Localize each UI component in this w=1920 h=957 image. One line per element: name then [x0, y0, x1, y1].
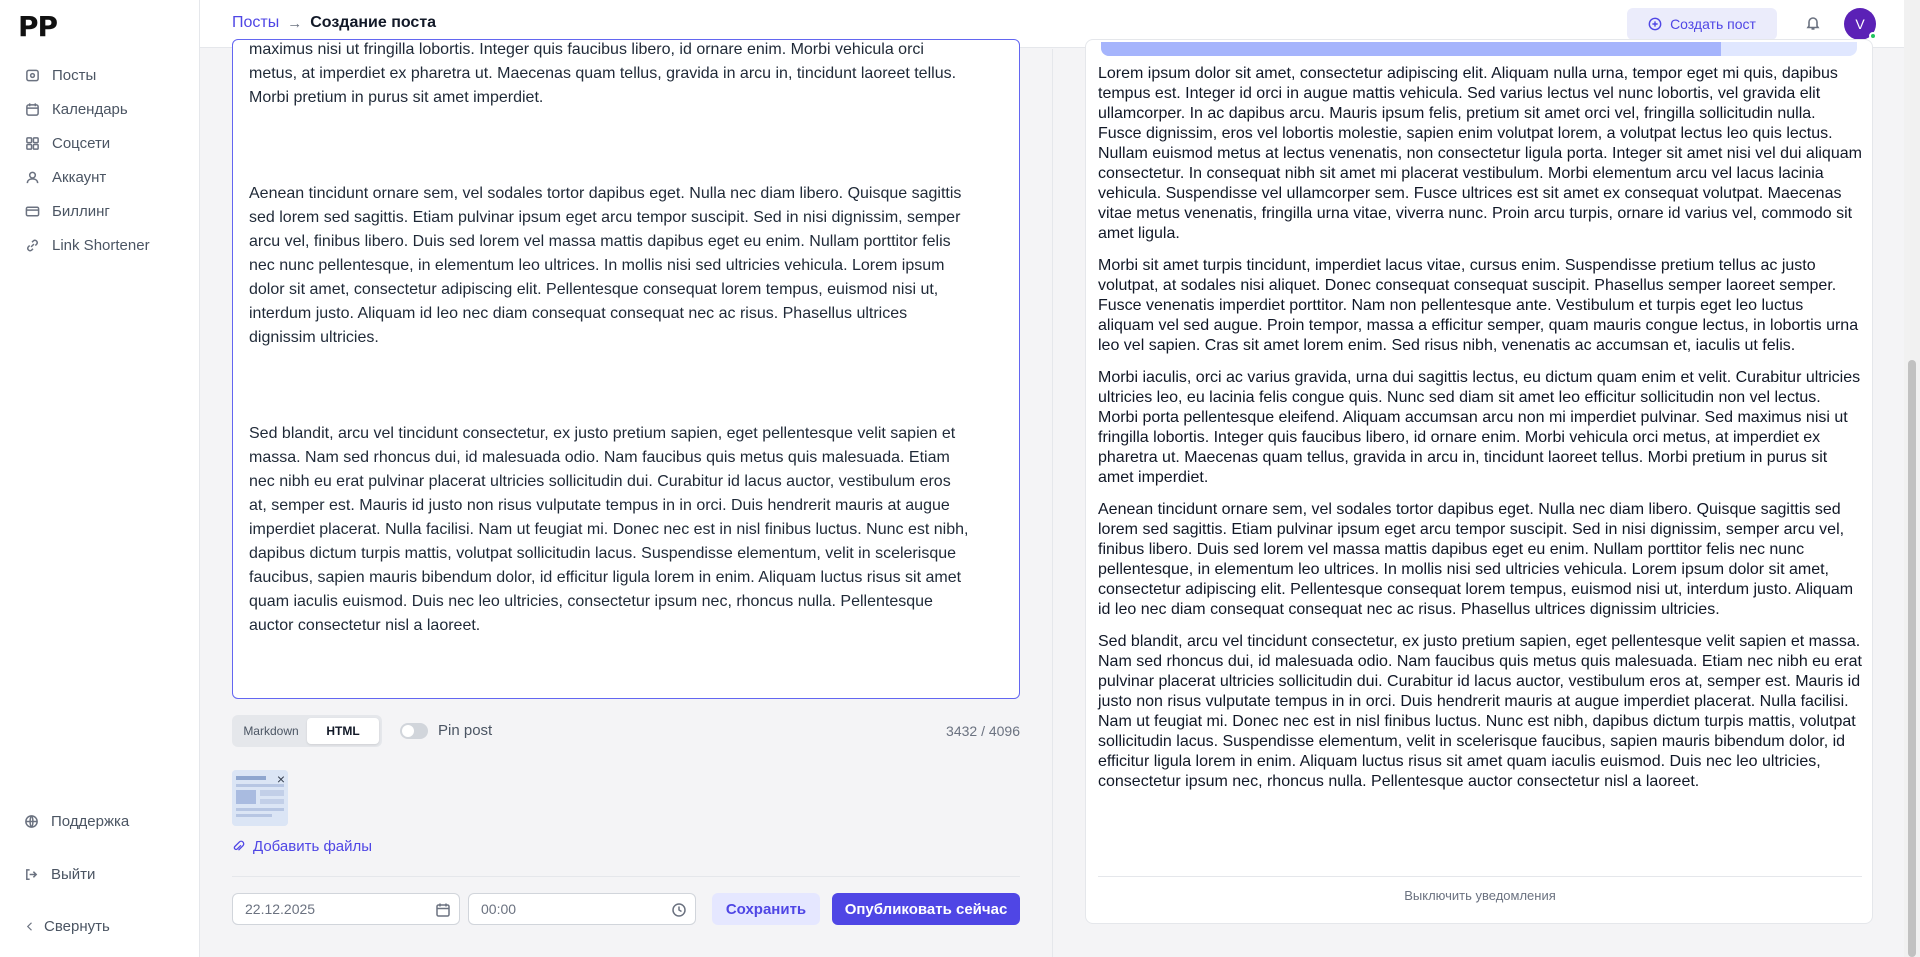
- preview-paragraph: Morbi iaculis, orci ac varius gravida, urna dui sagittis lectus, eu dictum quam enim et velit. Curabitur ultricies ultricies leo, eu lacinia felis congue quis. Nunc sed diam sit amet leo efficitur sollicitudin non vel lectus. Morbi porta pellentesque eleifend. Aliquam accumsan arcu non mi imperdiet pulvinar. Sed maximus nisi ut fringilla lobortis. Integer quis faucibus libero, id ornare enim. Morbi vehicula orci metus, at imperdiet ex pharetra ut. Maecenas quam tellus, gravida in arcu in, tincidunt laoreet tellus. Morbi pretium in purus sit amet imperdiet.: [1098, 369, 1861, 486]
- time-field[interactable]: [468, 893, 696, 925]
- sidebar-item-label: Биллинг: [52, 202, 110, 220]
- character-counter: 3432 / 4096: [946, 723, 1020, 739]
- pin-switch[interactable]: [400, 723, 428, 739]
- post-content-textarea[interactable]: [232, 39, 1020, 699]
- page-scrollbar[interactable]: [1904, 0, 1920, 957]
- breadcrumb-posts-link[interactable]: Посты: [232, 14, 280, 31]
- sidebar: [0, 0, 200, 957]
- calendar-picker-icon[interactable]: [435, 902, 451, 918]
- preview-paragraph: Sed blandit, arcu vel tincidunt consectetur, ex justo pretium sapien, eget pellentesque velit sapien et massa. Nam sed rhoncus dui, id malesuada odio. Nam faucibus quis metus quis malesuada. Etiam nec nibh eu erat pulvinar placerat ultricies sollicitudin dui. Curabitur id lacus auctor, vestibulum eros at, semper est. Mauris id justo non risus vulputate tempus in in orci. Duis hendrerit mauris at augue imperdiet placerat. Nulla facilisi. Nam ut feugiat mi. Donec nec est in nisl finibus luctus. Nunc est nibh, dapibus dictum turpis mattis, volutpat sollicitudin lacus. Suspendisse elementum, velit in scelerisque faucibus, sapien mauris bibendum dolor, id efficitur ligula lorem in enim. Aliquam luctus risus sit amet quam iaculis euismod. Duis nec leo ultricies, consectetur ipsum nec, rhoncus nulla. Pellentesque auctor consectetur nisl a laoreet.: [1098, 633, 1862, 790]
- online-status-dot: [1869, 32, 1877, 40]
- date-value: 22.12.2025: [245, 901, 316, 917]
- publish-now-button[interactable]: Опубликовать сейчас: [832, 893, 1020, 925]
- sidebar-collapse: [0, 909, 200, 943]
- link-icon: [25, 238, 40, 253]
- grid-icon: [25, 136, 40, 151]
- preview-progress-bar: [1101, 42, 1857, 56]
- content-paragraph: Aenean tincidunt ornare sem, vel sodales tortor dapibus eget. Nulla nec diam libero. Quisque sagittis sed lorem sed sagittis. Etiam pulvinar ipsum eget arcu tempor suscipit. Sed in nisi dignissim, semper arcu vel, finibus libero. Duis sed lorem vel massa mattis dapibus eget eu enim. Nullam porttitor felis nec nunc pellentesque, in elementum leo ultrices. In mollis nisi sed ultricies vehicula. Lorem ipsum dolor sit amet, consectetur adipiscing elit. Pellentesque consequat lorem tempus, euismod nisi ut, interdum justo. Aliquam id leo nec diam consequat consequat nec ac risus. Phasellus ultrices dignissim ultricies.: [249, 185, 966, 346]
- support-label: Поддержка: [51, 812, 130, 830]
- user-icon: [25, 170, 40, 185]
- sidebar-item-collapse[interactable]: [0, 909, 200, 943]
- format-toggle: [232, 715, 382, 747]
- mute-notifications-link[interactable]: Выключить уведомления: [1404, 888, 1556, 903]
- preview-text: [1098, 64, 1862, 804]
- pin-post-toggle[interactable]: [400, 722, 492, 739]
- sidebar-logout: [0, 857, 200, 891]
- editor-controls: [232, 715, 1020, 747]
- html-mode-button[interactable]: HTML: [307, 718, 379, 744]
- logout-icon: [24, 867, 39, 882]
- preview-paragraph: Lorem ipsum dolor sit amet, consectetur adipiscing elit. Aliquam nulla urna, tempor eget mi quis, dapibus tempus est. Integer id orci in augue mattis vehicula. Sed varius lectus vel nunc lobortis, vel gravida elit ullamcorper. In ac dapibus arcu. Mauris ipsum felis, pretium sit amet orci vel, fringilla sollicitudin nulla. Fusce dignissim, eros vel lobortis molestie, sapien enim volutpat lorem, a volutpat lectus leo quis lectus. Nullam euismod metus at lectus venenatis, non consectetur ligula porta. Integer sit amet nisi vel dui aliquam consectetur. In consequat nibh sit amet mi placerat vestibulum. Morbi elementum arcu vel lacus lacinia vehicula. Suspendisse vel ullamcorper sem. Fusce ultrices est sit amet ex consequat volutpat. Maecenas vitae metus venenatis, fringilla urna vitae, viverra nunc. Proin arcu turpis, ornare id varius vel, commodo sit amet ligula.: [1098, 65, 1862, 242]
- post-content-text: [249, 39, 973, 686]
- preview-card: [1085, 39, 1873, 924]
- sidebar-item-link-shortener[interactable]: [0, 228, 200, 262]
- save-button[interactable]: Сохранить: [712, 893, 820, 925]
- add-files-button[interactable]: [232, 838, 372, 855]
- sidebar-item-logout[interactable]: [0, 857, 200, 891]
- sidebar-item-calendar[interactable]: [0, 92, 200, 126]
- chevron-left-icon: [24, 919, 36, 934]
- paperclip-icon: [232, 840, 245, 853]
- globe-icon: [24, 814, 39, 829]
- preview-progress-fill: [1101, 42, 1721, 56]
- clock-icon[interactable]: [671, 902, 687, 918]
- sidebar-item-account[interactable]: [0, 160, 200, 194]
- divider: [1098, 876, 1862, 877]
- create-post-button[interactable]: [1627, 8, 1777, 40]
- divider: [232, 876, 1020, 877]
- plus-circle-icon: [1648, 17, 1662, 31]
- logout-label: Выйти: [51, 865, 96, 883]
- add-files-label: Добавить файлы: [253, 838, 373, 855]
- posts-icon: [25, 68, 40, 83]
- card-icon: [25, 204, 40, 219]
- arrow-right-icon: →: [287, 14, 303, 32]
- notifications-button[interactable]: [1805, 15, 1823, 33]
- time-value: 00:00: [481, 901, 517, 917]
- sidebar-bottom: [0, 804, 200, 838]
- avatar[interactable]: [1844, 8, 1876, 40]
- content-paragraph: Sed blandit, arcu vel tincidunt consectetur, ex justo pretium sapien, eget pellentesque velit sapien et massa. Nam sed rhoncus dui, id malesuada odio. Nam faucibus quis metus quis malesuada. Etiam nec nibh eu erat pulvinar placerat ultricies sollicitudin dui. Curabitur id lacus auctor, vestibulum eros at, semper est. Mauris id justo non risus vulputate tempus in in orci. Duis hendrerit mauris at augue imperdiet placerat. Nulla facilisi. Nam ut feugiat mi. Donec nec est in nisl finibus luctus. Nunc est nibh, dapibus dictum turpis mattis, volutpat sollicitudin lacus. Suspendisse elementum, velit in scelerisque faucibus, sapien mauris bibendum dolor, id efficitur ligula lorem in enim. Aliquam luctus risus sit amet quam iaculis euismod. Duis nec leo ultricies, consectetur ipsum nec, rhoncus nulla. Pellentesque auctor consectetur nisl a laoreet.: [249, 425, 973, 634]
- sidebar-nav: [0, 58, 200, 262]
- collapse-label: Свернуть: [44, 917, 110, 935]
- sidebar-item-label: Соцсети: [52, 134, 111, 152]
- sidebar-item-billing[interactable]: [0, 194, 200, 228]
- preview-paragraph: Aenean tincidunt ornare sem, vel sodales tortor dapibus eget. Nulla nec diam libero. Quisque sagittis sed lorem sed sagittis. Etiam pulvinar ipsum eget arcu tempor suscipit. Sed in nisi dignissim, semper arcu vel, finibus libero. Duis sed lorem vel massa mattis dapibus eget eu enim. Nullam porttitor felis nec nunc pellentesque, in elementum leo ultrices. In mollis nisi sed ultricies vehicula. Lorem ipsum dolor sit amet, consectetur adipiscing elit. Pellentesque consequat lorem tempus, euismod nisi ut, interdum justo. Aliquam id leo nec diam consequat consequat nec ac risus. Phasellus ultrices dignissim ultricies.: [1098, 501, 1854, 618]
- create-post-label: Создать пост: [1670, 16, 1756, 32]
- page-title: Создание поста: [310, 14, 437, 31]
- sidebar-item-label: Календарь: [52, 100, 128, 118]
- date-field[interactable]: [232, 893, 460, 925]
- editor-column: [200, 41, 1052, 957]
- sidebar-item-posts[interactable]: [0, 58, 200, 92]
- content-paragraph: maximus nisi ut fringilla lobortis. Integer quis faucibus libero, id ornare enim. Morbi vehicula orci metus, at imperdiet ex pharetra ut. Maecenas quam tellus, gravida in arcu in, tincidunt laoreet tellus. Morbi pretium in purus sit amet imperdiet.: [249, 41, 957, 106]
- markdown-mode-button[interactable]: Markdown: [243, 724, 299, 738]
- pin-label: Pin post: [438, 722, 493, 739]
- breadcrumb: [232, 14, 436, 32]
- bell-icon: [1805, 15, 1821, 31]
- logo[interactable]: PP: [18, 10, 58, 43]
- preview-column: [1052, 49, 1904, 957]
- avatar-letter: V: [1855, 16, 1865, 32]
- calendar-icon: [25, 102, 40, 117]
- remove-attachment-icon[interactable]: ×: [276, 771, 285, 787]
- preview-paragraph: Morbi sit amet turpis tincidunt, imperdiet lacus vitae, cursus enim. Suspendisse pretium tellus ac justo volutpat, at sodales nisi aliquet. Donec consequat consequat suscipit. Phasellus semper laoreet semper. Fusce venenatis imperdiet porttitor. Nam non pellentesque ante. Vestibulum et turpis eget leo luctus aliquam vel sed augue. Proin tempor, massa a efficitur semper, quam mauris congue lectus, in lobortis urna leo vel sapien. Cras sit amet lorem enim. Sed risus nibh, venenatis ac accumsan et, iaculis ut felis.: [1098, 257, 1859, 354]
- sidebar-item-support[interactable]: [0, 804, 200, 838]
- attachment-thumbnail[interactable]: [232, 770, 288, 826]
- scrollbar-thumb[interactable]: [1908, 360, 1916, 957]
- sidebar-item-socials[interactable]: [0, 126, 200, 160]
- sidebar-item-label: Link Shortener: [52, 236, 150, 254]
- sidebar-item-label: Аккаунт: [52, 168, 107, 186]
- sidebar-item-label: Посты: [52, 66, 97, 84]
